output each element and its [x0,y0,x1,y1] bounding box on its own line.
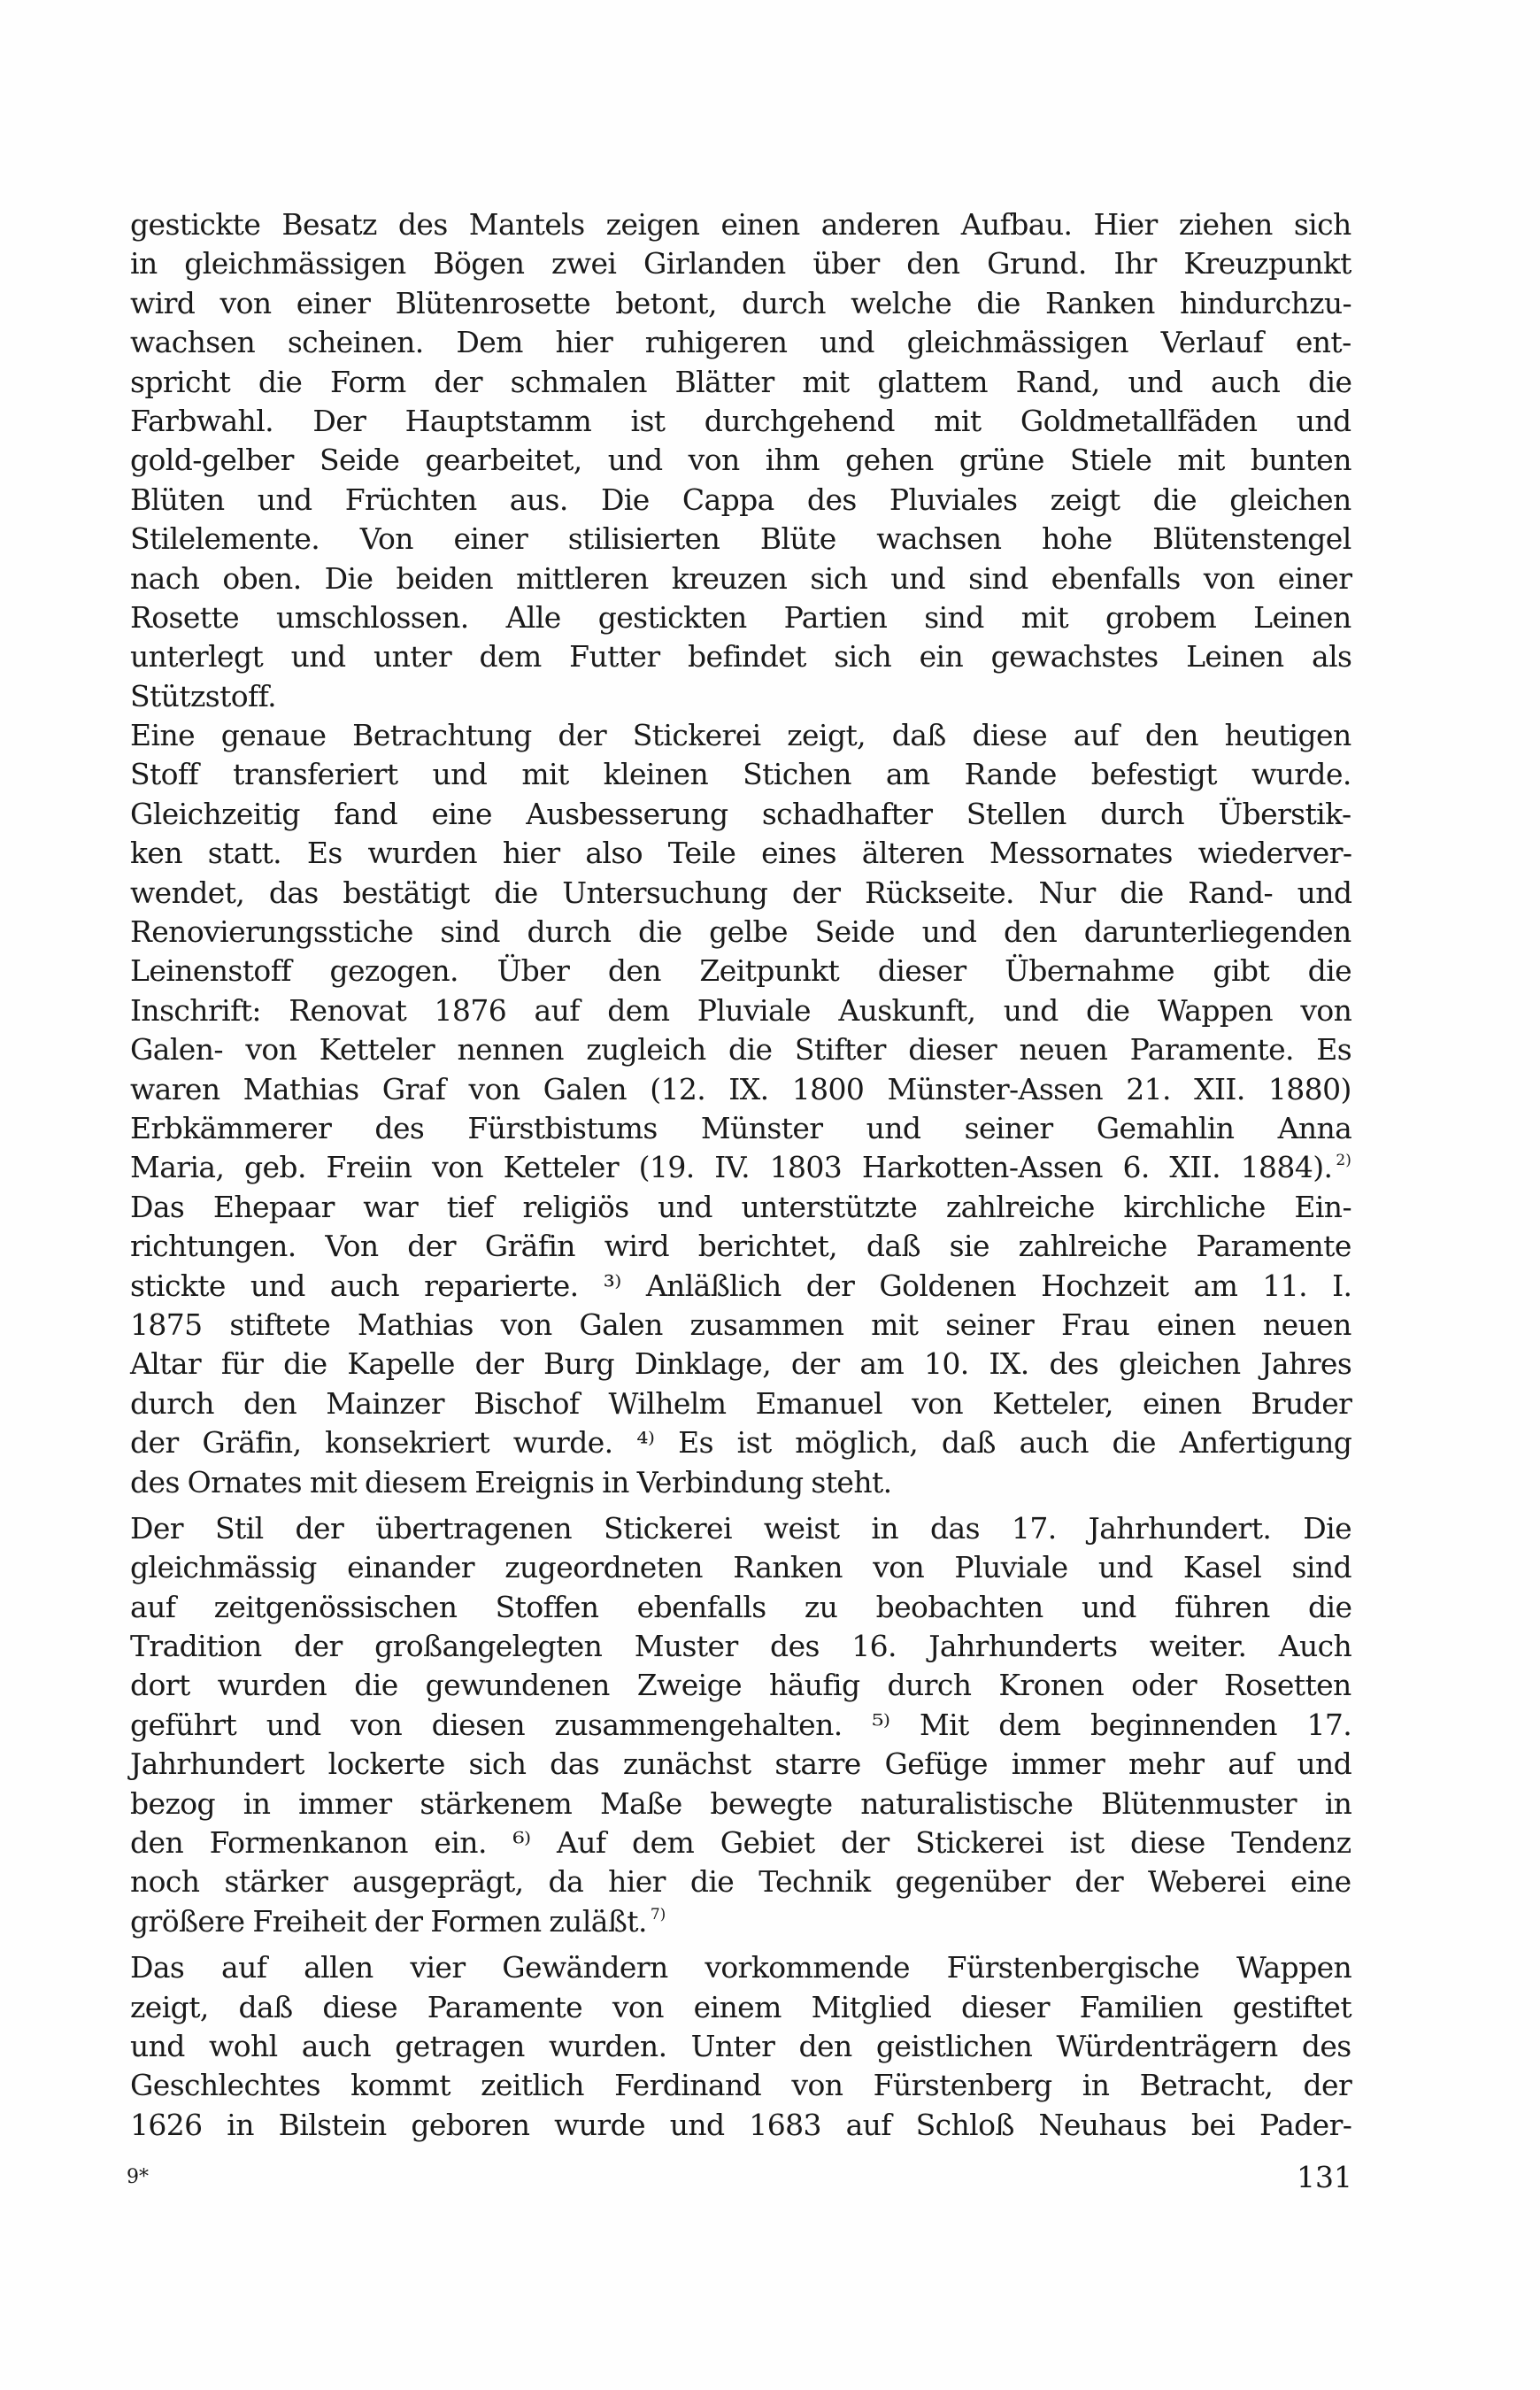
line-text: Tradition der großangelegten Muster des 16. Jahrhunderts weiter. Auch [130,1629,1352,1664]
line-text: den Formenkanon ein. ⁶⁾ Auf dem Gebiet der Stickerei ist diese Tendenz [130,1825,1351,1861]
line-text: zeigt, daß diese Paramente von einem Mitglied dieser Familien gestiftet [130,1989,1351,2024]
line-text: Stoff transferiert und mit kleinen Stichen am Rande befestigt wurde. [130,757,1351,792]
text-line [130,1548,1351,1587]
text-line [130,1948,1351,1987]
line-text: geführt und von diesen zusammengehalten. ⁵⁾ Mit dem beginnenden 17. [130,1707,1352,1742]
footnote-marker: 2) [1336,1152,1351,1170]
line-text: Stützstoff. [130,678,276,713]
text-line [130,1902,1351,1941]
line-text: auf zeitgenössischen Stoffen ebenfalls zu beobachten und führen die [130,1589,1352,1624]
footnote-marker: 7) [650,1905,666,1924]
text-line [130,1988,1351,2027]
line-text: Der Stil der übertragenen Stickerei weist in das 17. Jahrhundert. Die [130,1510,1351,1546]
text-line [130,520,1351,559]
text-line [130,913,1351,952]
line-text: des Ornates mit diesem Ereignis in Verbindung steht. [130,1464,892,1500]
text-line [130,481,1351,520]
paragraph [130,205,1351,716]
text-line [130,2066,1351,2105]
line-text: Leinenstoff gezogen. Über den Zeitpunkt dieser Übernahme gibt die [130,953,1352,989]
text-line [130,363,1351,402]
text-line [130,2027,1351,2066]
line-text: Das Ehepaar war tief religiös und unterstützte zahlreiche kirchliche Ein- [130,1189,1352,1224]
text-line [130,1306,1351,1345]
text-line [130,795,1351,834]
text-line [130,1148,1351,1187]
paragraph [130,1509,1351,1941]
line-text: Eine genaue Betrachtung der Stickerei zeigt, daß diese auf den heutigen [130,718,1351,753]
line-text: bezog in immer stärkenem Maße bewegte naturalistische Blütenmuster in [130,1785,1352,1821]
text-line [130,1423,1351,1462]
line-text: Stilelemente. Von einer stilisierten Blüte wachsen hohe Blütenstengel [130,521,1351,557]
text-line [130,1785,1351,1823]
line-text: gold-gelber Seide gearbeitet, und von ihm gehen grüne Stiele mit bunten [130,443,1351,478]
line-text: spricht die Form der schmalen Blätter mit glattem Rand, und auch die [130,364,1352,399]
text-line [130,1666,1351,1705]
text-line [130,1109,1351,1148]
text-line [130,441,1351,480]
text-line [130,1188,1351,1227]
line-text: 1626 in Bilstein geboren wurde und 1683 auf Schloß Neuhaus bei Pader- [130,2107,1352,2142]
text-line [130,1227,1351,1266]
line-text: stickte und auch reparierte. ³⁾ Anläßlich der Goldenen Hochzeit am 11. I. [130,1268,1352,1303]
line-text: noch stärker ausgeprägt, da hier die Technik gegenüber der Weberei eine [130,1864,1351,1900]
line-text: Das auf allen vier Gewändern vorkommende Fürstenbergische Wappen [130,1950,1352,1985]
text-line [130,284,1351,323]
line-text: waren Mathias Graf von Galen (12. IX. 1800 Münster-Assen 21. XII. 1880) [130,1071,1351,1106]
body-text [130,205,1351,2145]
line-text: Galen- von Ketteler nennen zugleich die Stifter dieser neuen Paramente. Es [130,1032,1352,1068]
text-line [130,1706,1351,1745]
line-text: größere Freiheit der Formen zuläßt. [130,1903,647,1939]
page-number: 131 [1297,2160,1352,2194]
text-line [130,323,1351,362]
text-line [130,1745,1351,1784]
printer-signature-mark: 9* [127,2166,149,2188]
text-line [130,598,1351,637]
text-line [130,1384,1351,1423]
line-text: Jahrhundert lockerte sich das zunächst starre Gefüge immer mehr auf und [130,1746,1352,1782]
line-text: Altar für die Kapelle der Burg Dinklage, der am 10. IX. des gleichen Jahres [130,1346,1352,1382]
line-text: wird von einer Blütenrosette betont, durch welche die Ranken hindurchzu- [130,285,1352,320]
text-line [130,1627,1351,1666]
line-text: Blüten und Früchten aus. Die Cappa des Pluviales zeigt die gleichen [130,482,1351,517]
text-line [130,637,1351,676]
text-line [130,874,1351,913]
text-line [130,1588,1351,1627]
line-text: durch den Mainzer Bischof Wilhelm Emanuel von Ketteler, einen Bruder [130,1385,1352,1421]
line-text: ken statt. Es wurden hier also Teile eines älteren Messornates wiederver- [130,836,1352,871]
line-text: Maria, geb. Freiin von Ketteler (19. IV. 1803 Harkotten-Assen 6. XII. 1884). [130,1150,1333,1185]
line-text: der Gräfin, konsekriert wurde. ⁴⁾ Es ist möglich, daß auch die Anfertigung [130,1425,1352,1461]
text-line [130,559,1351,598]
line-text: Gleichzeitig fand eine Ausbesserung schadhafter Stellen durch Überstik- [130,796,1351,831]
line-text: Inschrift: Renovat 1876 auf dem Pluviale Auskunft, und die Wappen von [130,992,1352,1028]
text-line [130,1030,1351,1069]
text-line [130,716,1351,755]
line-text: nach oben. Die beiden mittleren kreuzen sich und sind ebenfalls von einer [130,560,1352,596]
line-text: gleichmässig einander zugeordneten Ranken von Pluviale und Kasel sind [130,1550,1351,1585]
text-line [130,2106,1351,2145]
line-text: in gleichmässigen Bögen zwei Girlanden über den Grund. Ihr Kreuzpunkt [130,246,1351,281]
paragraph [130,716,1351,1502]
line-text: Geschlechtes kommt zeitlich Ferdinand von Fürstenberg in Betracht, der [130,2068,1352,2103]
line-text: wendet, das bestätigt die Untersuchung der Rückseite. Nur die Rand- und [130,875,1352,910]
line-text: richtungen. Von der Gräfin wird berichtet, daß sie zahlreiche Paramente [130,1229,1351,1264]
text-line [130,1070,1351,1109]
text-line [130,1463,1351,1502]
line-text: Rosette umschlossen. Alle gestickten Partien sind mit grobem Leinen [130,599,1351,635]
text-line [130,1345,1351,1384]
text-line [130,244,1351,283]
line-text: Erbkämmerer des Fürstbistums Münster und seiner Gemahlin Anna [130,1110,1352,1145]
line-text: wachsen scheinen. Dem hier ruhigeren und gleichmässigen Verlauf ent- [130,325,1351,360]
line-text: Farbwahl. Der Hauptstamm ist durchgehend mit Goldmetallfäden und [130,403,1351,438]
text-line [130,834,1351,873]
line-text: unterlegt und unter dem Futter befindet sich ein gewachstes Leinen als [130,639,1352,675]
line-text: gestickte Besatz des Mantels zeigen einen anderen Aufbau. Hier ziehen sich [130,207,1351,242]
line-text: 1875 stiftete Mathias von Galen zusammen mit seiner Frau einen neuen [130,1307,1351,1342]
line-text: und wohl auch getragen wurden. Unter den geistlichen Würdenträgern des [130,2028,1351,2063]
text-line [130,205,1351,244]
text-line [130,1509,1351,1548]
text-line [130,677,1351,716]
text-line [130,991,1351,1030]
paragraph [130,1948,1351,2145]
text-line [130,1823,1351,1862]
text-line [130,1862,1351,1901]
text-line [130,402,1351,441]
line-text: dort wurden die gewundenen Zweige häufig durch Kronen oder Rosetten [130,1668,1351,1703]
text-line [130,755,1351,794]
line-text: Renovierungsstiche sind durch die gelbe Seide und den darunterliegenden [130,914,1351,950]
text-line [130,952,1351,991]
text-line [130,1267,1351,1306]
